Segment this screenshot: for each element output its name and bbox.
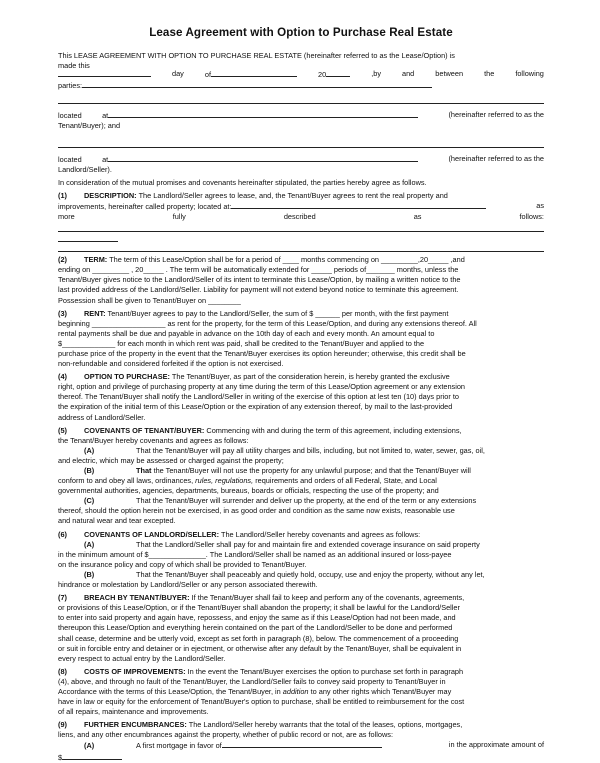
breach-line-g: every respect to actual entry by the Landlord/Seller.	[58, 653, 226, 663]
section-description: (1) DESCRIPTION: The Landlord/Seller agrees to lease, and, the Tenant/Buyer agrees to rent the real property and	[58, 190, 448, 200]
covenant-tenant-b: (B) That the Tenant/Buyer will not use the property for any unlawful purpose; and that the Tenant/Buyer will	[84, 466, 471, 475]
covenant-tenant-b-2: conform to and obey all laws, ordinances, rules, regulations, requirements and orders of all Federal, State, and Local	[58, 476, 437, 486]
covenant-landlord-b-2: hindrance or molestation by Landlord/Seller or any person associated therewith.	[58, 580, 318, 590]
encumbrance-amount-row: $	[58, 752, 544, 763]
covenant-landlord-a-2: in the minimum amount of $______________. The Landlord/Seller shall be named as an additional insured or loss-payee	[58, 549, 452, 559]
tenant-located-row: located at (hereinafter referred to as the	[58, 110, 544, 121]
encumbrances-line-b: liens, and any other encumbrances against the property, whether of public record or not, are as follows:	[58, 730, 394, 740]
month-blank[interactable]	[211, 69, 297, 77]
rent-line-b: beginning __________________ as rent for the property, for the term of this Lease/Option, and during any extensions thereof. All	[58, 318, 477, 328]
description-line-3[interactable]	[58, 242, 544, 252]
costs-line-b: (4), above, and through no fault of the Tenant/Buyer, the Landlord/Seller fails to convey said property to Tenant/Buyer in	[58, 676, 446, 686]
description-line-2[interactable]	[58, 232, 118, 242]
section-breach: (7) BREACH BY TENANT/BUYER: If the Tenant/Buyer shall fail to keep and perform any of the covenants, agreements,	[58, 593, 465, 603]
rent-line-e: purchase price of the property in the event that the Tenant/Buyer exercises its option hereunder; otherwise, this credit shall be	[58, 348, 466, 358]
rent-line-d: $_____________ for each month in which rent was paid, shall be credited to the Tenant/Buyer and applied to the	[58, 338, 425, 348]
section-covenants-tenant: (5) COVENANTS OF TENANT/BUYER: Commencing with and during the term of this agreement, including extensions,	[58, 425, 462, 435]
intro-paragraph: This LEASE AGREEMENT WITH OPTION TO PURCHASE REAL ESTATE (hereinafter referred to as the Lease/Option) is	[58, 51, 455, 60]
covenant-tenant-c-2: thereof, should the option herein not be exercised, in as good order and condition as the same now exists, reasonable use	[58, 506, 455, 516]
section-term: (2) TERM: The term of this Lease/Option shall be for a period of ____ months commencing on _________,20_____ ,and	[58, 255, 465, 265]
day-blank[interactable]	[58, 69, 151, 77]
breach-line-e: shall cease, determine and be utterly void, except as set forth in paragraph (8), below. The commencement of a proceeding	[58, 633, 459, 643]
covenants-tenant-intro: the Tenant/Buyer hereby covenants and agrees as follows:	[58, 435, 249, 445]
rent-line-c: rental payments shall be due and payable in advance on the 10th day of each and every month. An amount equal to	[58, 328, 435, 338]
covenant-landlord-a: (A) That the Landlord/Seller shall pay for and maintain fire and extended coverage insurance on said property	[84, 539, 480, 549]
term-line-b: ending on _________ , 20_____ . The term will be automatically extended for _____ periods of_______ months, unless the	[58, 265, 459, 275]
seller-ref-end: Landlord/Seller).	[58, 164, 112, 174]
term-line-c: Tenant/Buyer gives notice to the Landlord/Seller of its intent to terminate this Lease/Option, by mailing a written notice to the	[58, 275, 461, 285]
covenant-tenant-a-2: and electric, which may be assessed or charged against the property;	[58, 455, 284, 465]
mortgage-amount-blank[interactable]	[62, 752, 122, 760]
costs-line-d: have in law or equity for the enforcement of Tenant/Buyer's option to purchase, shall be entitled to reimbursement for the cost	[58, 697, 465, 707]
option-line-b: right, option and privilege of purchasing property at any time during the term of this Lease/Option agreement or any extension	[58, 382, 465, 392]
section-further-encumbrances: (9) FURTHER ENCUMBRANCES: The Landlord/Seller hereby warrants that the total of the leases, options, mortgages,	[58, 720, 463, 730]
description-follows-row: more fully described as follows:	[58, 212, 544, 222]
rent-line-f: non-refundable and considered forfeited if the option is not exercised.	[58, 359, 284, 369]
costs-line-e: of all repairs, maintenance and improvements.	[58, 707, 209, 717]
option-line-c: thereof. The Tenant/Buyer shall notify the Landlord/Seller in writing of the exercise of this option at lest ten (10) days prior to	[58, 392, 460, 402]
section-option-to-purchase: (4) OPTION TO PURCHASE: The Tenant/Buyer, as part of the consideration herein, is hereby granted the exclusive	[58, 372, 450, 382]
covenant-tenant-b-3: governmental authorities, agencies, departments, bureaus, boards or officials, respecting the use of the property; and	[58, 486, 439, 496]
breach-line-b: or provisions of this Lease/Option, or if the Tenant/Buyer shall abandon the property; it shall be lawful for the Landlord/Seller	[58, 603, 460, 613]
parties-blank[interactable]	[82, 80, 432, 88]
date-row: made this	[58, 61, 90, 71]
date-fill-row: day of 20 ,by and between the following	[58, 69, 544, 80]
breach-line-f: or suit in forcible entry and detainer or in ejectment, or otherwise after any default by the Tenant/Buyer, shall be equivalent in	[58, 643, 462, 653]
consideration-paragraph: In consideration of the mutual promises and covenants hereinafter stipulated, the parties hereby agree as follows.	[58, 177, 427, 187]
tenant-ref-end: Tenant/Buyer); and	[58, 121, 121, 131]
breach-line-d: thereupon this Lease/Option and everything herein contained on the part of the Landlord/Seller to be done and performed	[58, 623, 453, 633]
description-line-1[interactable]	[58, 222, 544, 232]
covenant-landlord-b: (B) That the Tenant/Buyer shall peaceably and quietly hold, occupy, use and enjoy the property, without any let,	[84, 569, 485, 579]
term-line-e: Possession shall be given to Tenant/Buyer on ________	[58, 295, 241, 305]
option-line-d: the expiration of the initial term of this Lease/Option or the expiration of any extension thereof, by mail to the last-provided	[58, 402, 453, 412]
covenant-tenant-c: (C) That the Tenant/Buyer will surrender and deliver up the property, at the end of the term or any extensions	[84, 496, 477, 506]
costs-line-c: Accordance with the terms of this Lease/Option, the Tenant/Buyer, in addition to any other rights which Tenant/Buyer may	[58, 686, 452, 696]
encumbrance-a-row: (A) A first mortgage in favor of in the approximate amount of	[84, 740, 544, 751]
mortgage-holder-blank[interactable]	[222, 740, 382, 748]
document-title: Lease Agreement with Option to Purchase Real Estate	[149, 26, 453, 39]
seller-located-row: located at (hereinafter referred to as the	[58, 153, 544, 164]
covenant-landlord-a-3: on the insurance policy and copy of which shall be provided to Tenant/Buyer.	[58, 559, 307, 569]
section-rent: (3) RENT: Tenant/Buyer agrees to pay to the Landlord/Seller, the sum of $ ______ per month, with the first payment	[58, 308, 449, 318]
tenant-address-blank[interactable]	[108, 110, 418, 118]
section-costs-of-improvements: (8) COSTS OF IMPROVEMENTS: In the event the Tenant/Buyer exercises the option to purchase set forth in paragraph	[58, 666, 464, 676]
covenant-tenant-a: (A) That the Tenant/Buyer will pay all utility charges and bills, including, but not limited to, water, sewer, gas, oil,	[84, 445, 485, 455]
term-line-d: last provided address of the Landlord/Seller. Liability for payment will not extend beyond notice to terminate this agreement.	[58, 285, 459, 295]
section-covenants-landlord: (6) COVENANTS OF LANDLORD/SELLER: The Landlord/Seller hereby covenants and agrees as follows:	[58, 529, 421, 539]
tenant-name-line[interactable]	[58, 94, 544, 104]
seller-address-blank[interactable]	[108, 154, 418, 162]
year-blank[interactable]	[326, 69, 350, 77]
parties-row: parties:	[58, 80, 544, 91]
option-line-e: address of Landlord/Seller.	[58, 412, 146, 422]
description-located-row: improvements, hereinafter called property; located at: as	[58, 200, 544, 211]
covenant-tenant-c-3: and natural wear and tear excepted.	[58, 516, 176, 526]
breach-line-c: to enter into said property and again have, repossess, and enjoy the same as if this Lease/Option had not been made, and	[58, 613, 456, 623]
seller-name-line[interactable]	[58, 138, 544, 148]
property-location-blank[interactable]	[231, 201, 486, 209]
